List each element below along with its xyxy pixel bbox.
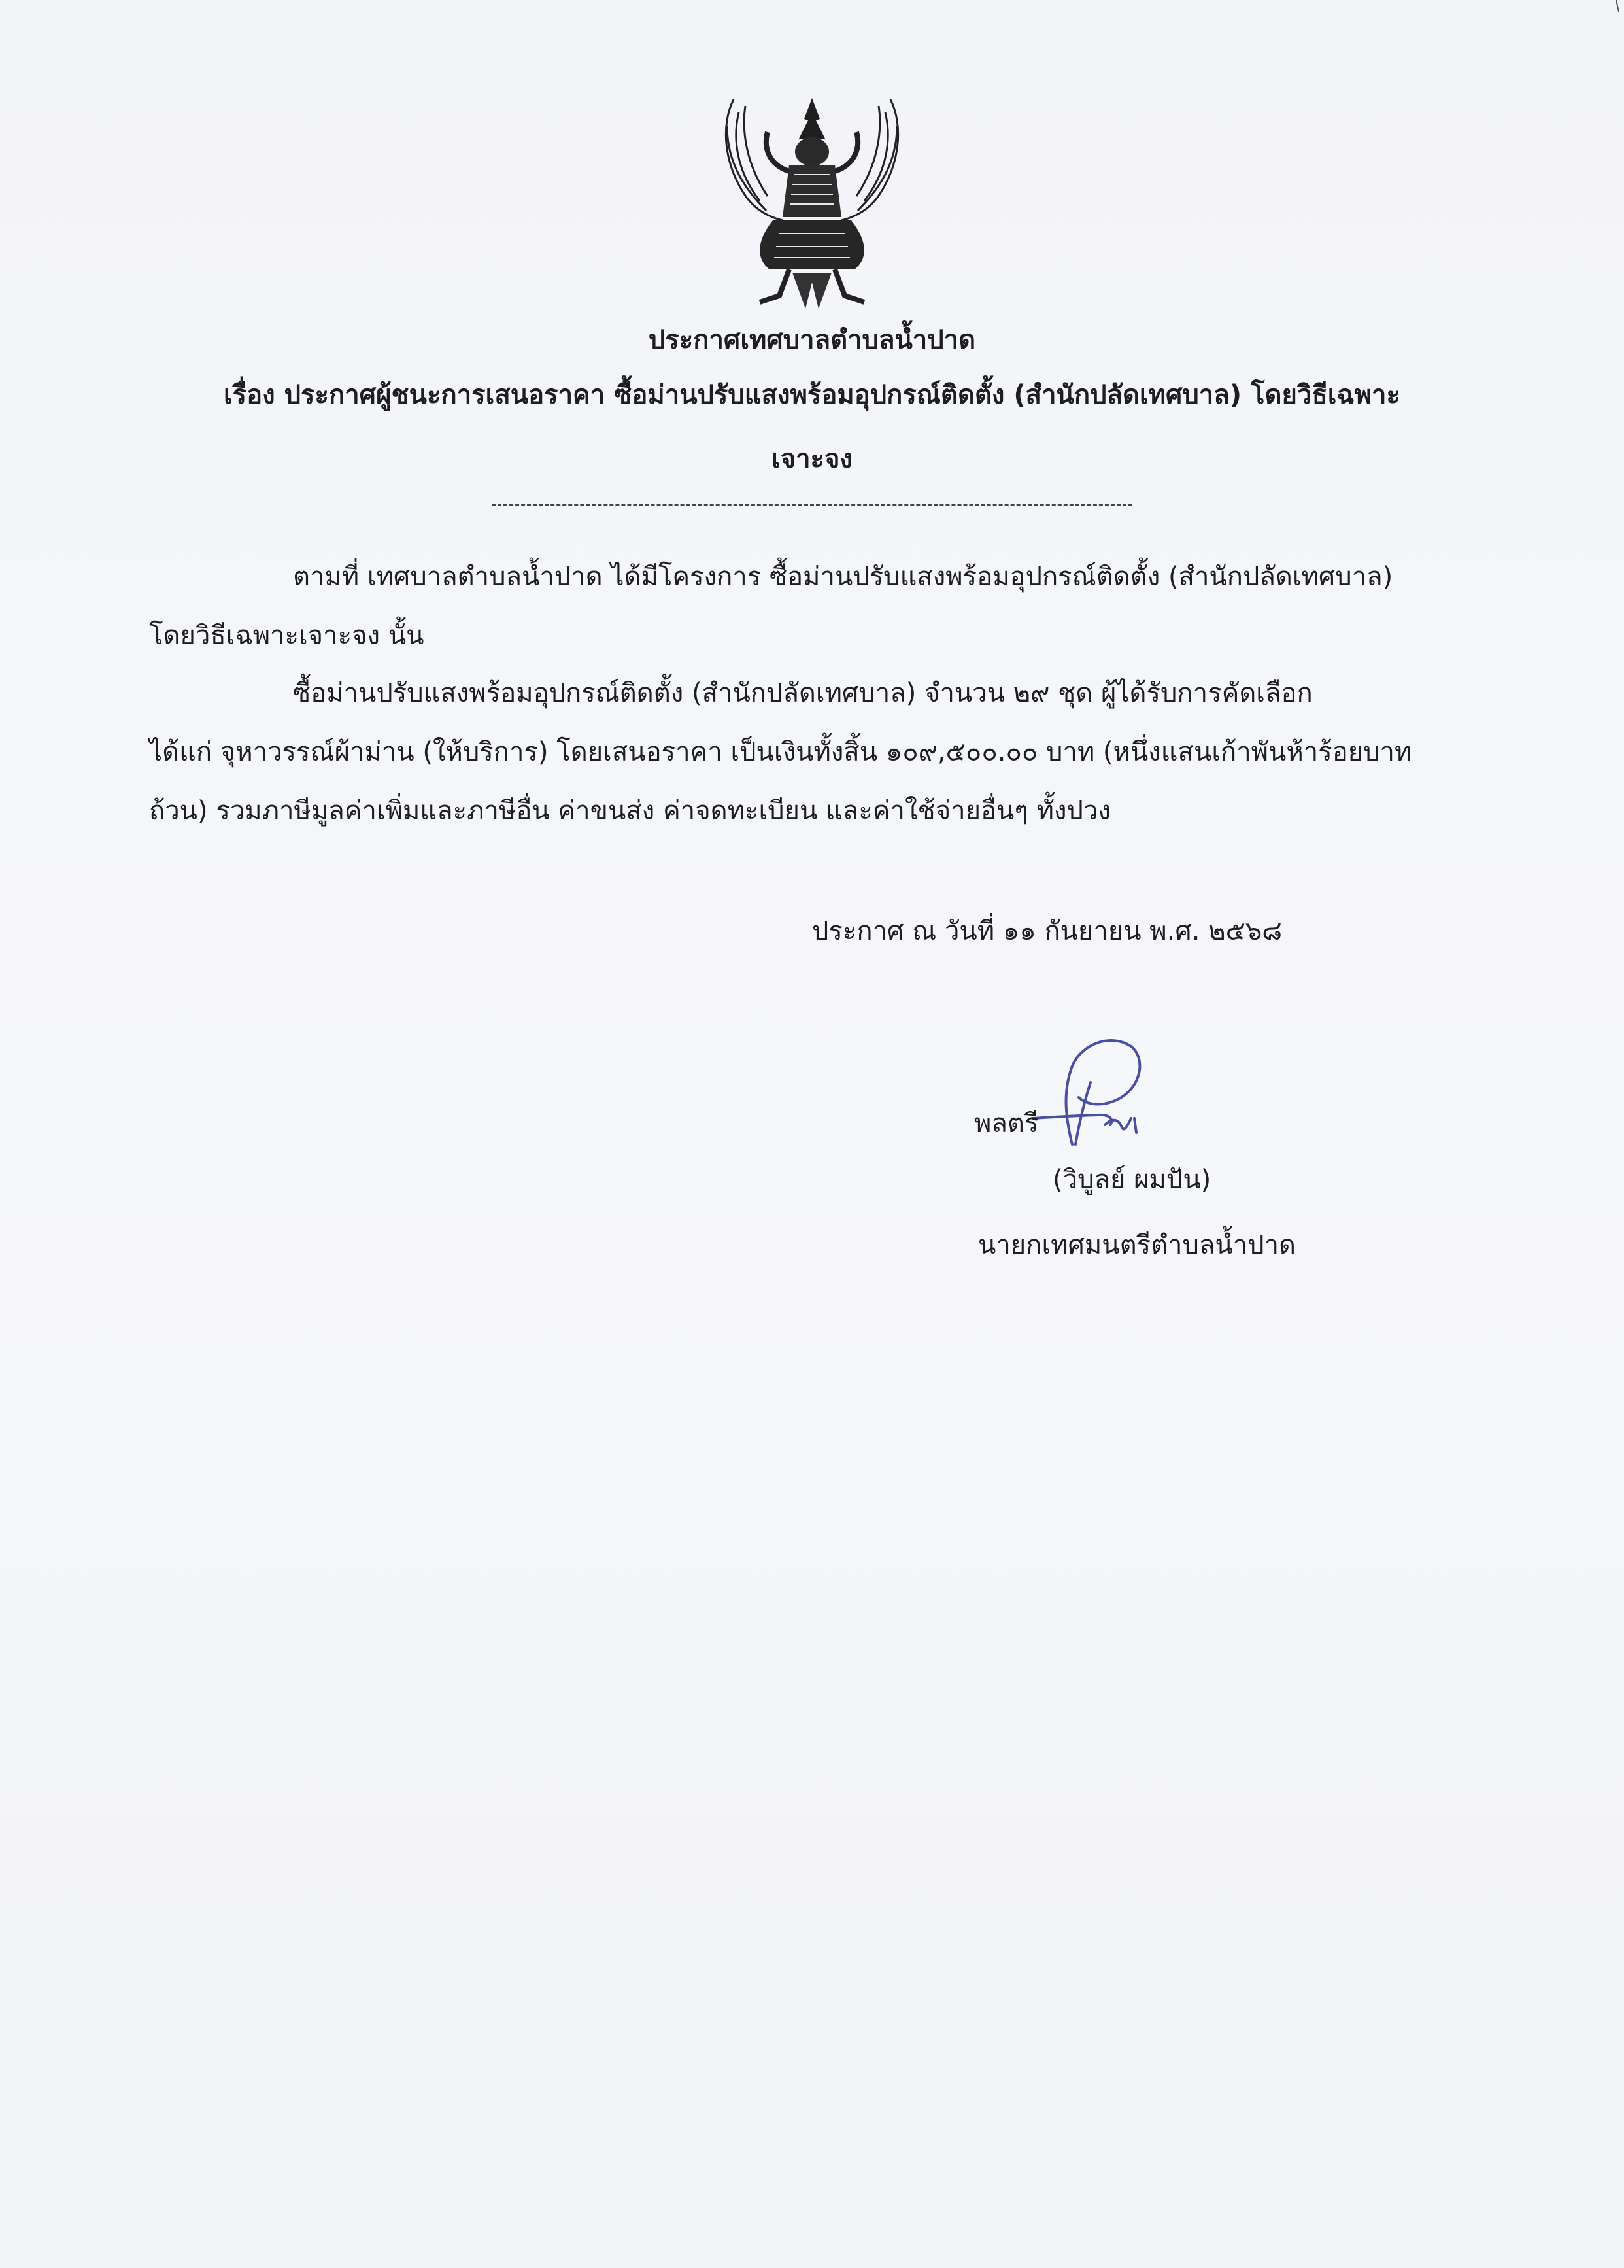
handwritten-signature <box>1026 1020 1157 1164</box>
garuda-emblem-icon <box>707 86 917 315</box>
subject-line-1: เรื่อง ประกาศผู้ชนะการเสนอราคา ซื้อม่านปรับแสงพร้อมอุปกรณ์ติดตั้ง (สำนักปลัดเทศบาล) โดยวิธีเฉพาะ <box>224 380 1400 410</box>
subject-line-2: เจาะจง <box>771 444 853 474</box>
paper-edge-mark <box>1615 0 1621 12</box>
signer-title: นายกเทศมนตรีตำบลน้ำปาด <box>978 1230 1296 1260</box>
paragraph-2-line-1: ซื้อม่านปรับแสงพร้อมอุปกรณ์ติดตั้ง (สำนักปลัดเทศบาล) จำนวน ๒๙ ชุด ผู้ได้รับการคัดเลือก <box>293 678 1313 708</box>
paragraph-2-line-2: ได้แก่ จุหาวรรณ์ผ้าม่าน (ให้บริการ) โดยเสนอราคา เป็นเงินทั้งสิ้น ๑๐๙,๕๐๐.๐๐ บาท (หนึ่งแสนเก้าพันห้าร้อยบาท <box>149 737 1412 767</box>
paragraph-1-line-1: ตามที่ เทศบาลตำบลน้ำปาด ได้มีโครงการ ซื้อม่านปรับแสงพร้อมอุปกรณ์ติดตั้ง (สำนักปลัดเทศบาล) <box>293 562 1393 592</box>
paragraph-1-line-2: โดยวิธีเฉพาะเจาะจง นั้น <box>149 621 424 651</box>
separator-line <box>492 504 1132 506</box>
signer-name: (วิบูลย์ ผมปัน) <box>1053 1165 1211 1195</box>
signer-rank: พลตรี <box>974 1108 1039 1139</box>
announcement-date: ประกาศ ณ วันที่ ๑๑ กันยายน พ.ศ. ๒๕๖๘ <box>812 916 1283 946</box>
announcement-title: ประกาศเทศบาลตำบลน้ำปาด <box>648 325 976 355</box>
paragraph-2-line-3: ถ้วน) รวมภาษีมูลค่าเพิ่มและภาษีอื่น ค่าขนส่ง ค่าจดทะเบียน และค่าใช้จ่ายอื่นๆ ทั้งปวง <box>149 796 1111 826</box>
